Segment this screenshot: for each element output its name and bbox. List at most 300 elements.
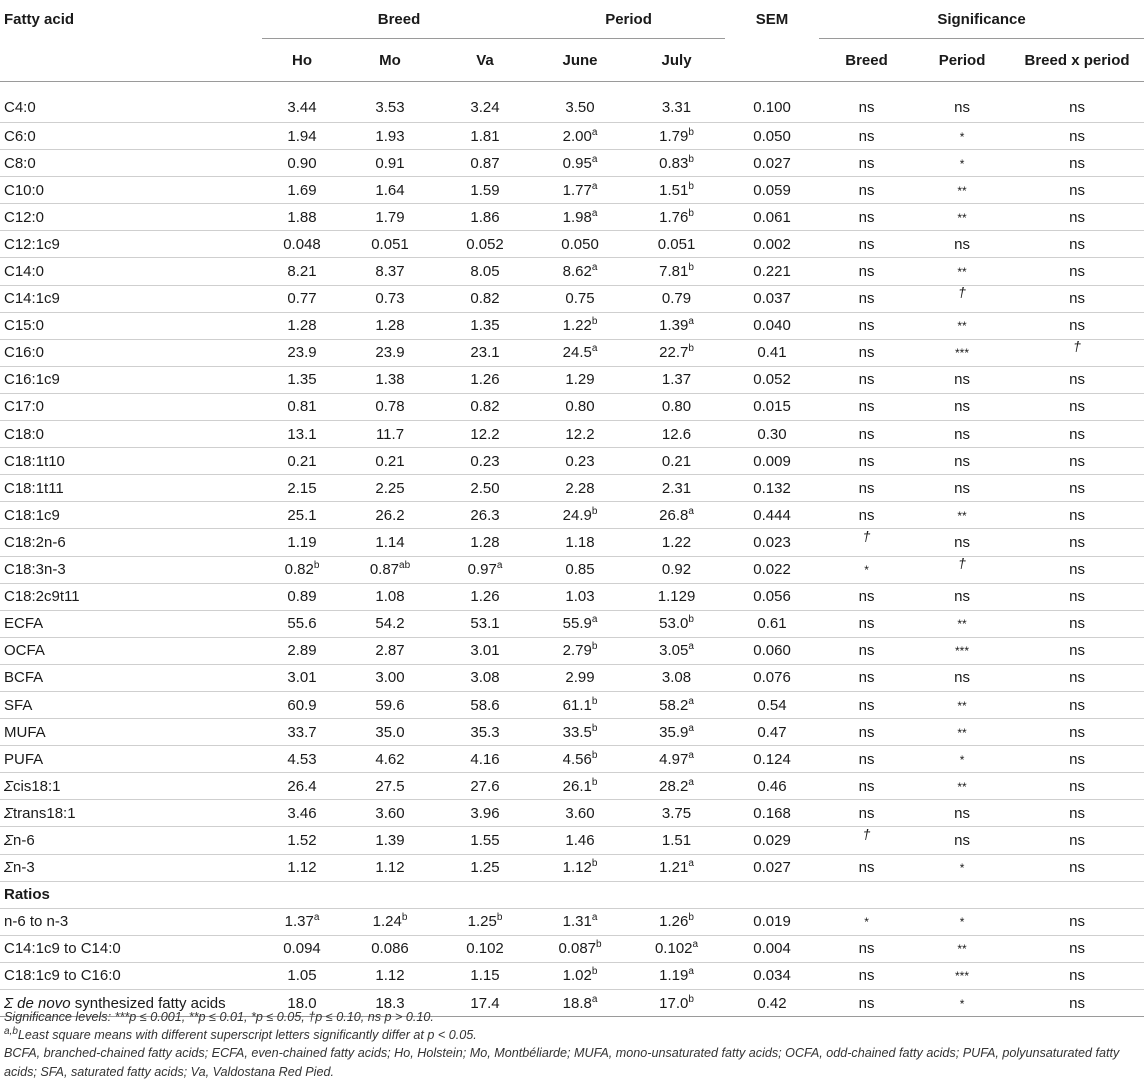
table-cell: [725, 150, 819, 177]
row-label: C4:0: [0, 82, 262, 123]
table-cell: [914, 393, 1010, 420]
significance-value: ns: [858, 398, 875, 416]
table-cell: [438, 231, 532, 258]
table-cell: [914, 421, 1010, 448]
table-cell: [819, 258, 914, 285]
table-cell: [438, 962, 532, 989]
header-sig-breed: Breed: [819, 39, 914, 82]
significance-value: **: [957, 210, 967, 225]
cell-value: 2.00: [562, 127, 592, 145]
significance-value: ns: [1069, 127, 1085, 145]
cell-value: 8.21: [287, 263, 317, 281]
cell-value: 0.47: [757, 723, 787, 741]
cell-superscript: b: [591, 316, 598, 328]
row-label: C18:1t11: [0, 475, 262, 502]
table-cell: [914, 258, 1010, 285]
header-july: July: [628, 39, 725, 82]
table-cell: [262, 150, 342, 177]
significance-value: **: [957, 698, 967, 713]
table-cell: [819, 502, 914, 529]
cell-value: 1.64: [375, 181, 405, 199]
significance-value: ns: [1069, 371, 1085, 389]
cell-value: 28.2: [659, 777, 689, 795]
table-cell: [1010, 339, 1144, 366]
significance-value: ns: [1069, 777, 1085, 795]
cell-value: 3.75: [661, 804, 692, 822]
cell-superscript: a: [688, 695, 694, 707]
table-cell: [819, 583, 914, 610]
cell-value: 27.5: [375, 777, 405, 795]
table-row: [0, 339, 1144, 366]
cell-value: 0.019: [753, 913, 791, 931]
table-cell: [628, 366, 725, 393]
table-cell: [262, 746, 342, 773]
cell-value: 1.26: [470, 588, 500, 606]
significance-value: ns: [1069, 181, 1085, 199]
cell-superscript: a: [688, 505, 694, 517]
table-cell: [342, 150, 438, 177]
table-cell: [725, 231, 819, 258]
table-cell: [532, 664, 628, 691]
cell-value: 17.4: [470, 994, 500, 1012]
table-cell: [819, 637, 914, 664]
cell-value: 0.015: [753, 398, 791, 416]
table-cell: [262, 393, 342, 420]
table-cell: [438, 691, 532, 718]
table-cell: [725, 312, 819, 339]
table-cell: [532, 529, 628, 556]
table-cell: [914, 908, 1010, 935]
table-cell: [1010, 285, 1144, 312]
table-cell: [819, 529, 914, 556]
cell-superscript: a: [591, 912, 598, 924]
table-row: [0, 746, 1144, 773]
table-row: [0, 123, 1144, 150]
cell-superscript: a: [591, 126, 598, 138]
table-cell: [1010, 664, 1144, 691]
table-cell: [438, 854, 532, 881]
table-cell: [819, 962, 914, 989]
table-cell: [342, 475, 438, 502]
table-cell: [532, 258, 628, 285]
cell-value: 26.3: [470, 506, 500, 524]
table-cell: [438, 935, 532, 962]
row-label: C18:1c9: [0, 502, 262, 529]
table-cell: [342, 664, 438, 691]
row-label: C15:0: [0, 312, 262, 339]
row-label: Σcis18:1: [0, 773, 262, 800]
table-cell: [342, 231, 438, 258]
row-label: C6:0: [0, 123, 262, 150]
table-row: [0, 556, 1144, 583]
cell-value: 1.28: [375, 317, 405, 335]
cell-value: 0.79: [661, 290, 692, 308]
table-cell: [532, 827, 628, 854]
row-label: C8:0: [0, 150, 262, 177]
significance-value: **: [957, 508, 967, 523]
significance-value: ns: [858, 235, 875, 253]
header-sig-period: Period: [914, 39, 1010, 82]
table-cell: [262, 827, 342, 854]
row-label: PUFA: [0, 746, 262, 773]
table-cell: [725, 177, 819, 204]
cell-value: 1.25: [467, 913, 497, 931]
table-cell: [725, 475, 819, 502]
significance-value: ns: [1069, 831, 1085, 849]
table-cell: [725, 691, 819, 718]
cell-superscript: a: [591, 343, 598, 355]
significance-value: ns: [858, 127, 875, 145]
table-cell: [262, 583, 342, 610]
table-cell: [914, 366, 1010, 393]
significance-value: ns: [1069, 506, 1085, 524]
cell-superscript: a: [688, 722, 694, 734]
cell-value: 8.62: [562, 263, 592, 281]
table-cell: [725, 935, 819, 962]
cell-value: 0.087: [558, 940, 597, 958]
table-cell: [262, 421, 342, 448]
cell-value: 0.91: [375, 154, 405, 172]
cell-value: 0.040: [753, 317, 791, 335]
cell-superscript: a: [591, 207, 598, 219]
cell-superscript: b: [596, 939, 602, 951]
cell-value: 1.69: [287, 181, 317, 199]
table-cell: [819, 827, 914, 854]
significance-value: **: [957, 942, 967, 957]
table-cell: [438, 366, 532, 393]
table-cell: [262, 637, 342, 664]
cell-value: 2.25: [375, 479, 405, 497]
cell-superscript: b: [688, 153, 694, 165]
table-cell: [628, 800, 725, 827]
table-cell: [1010, 421, 1144, 448]
row-label: C12:1c9: [0, 231, 262, 258]
cell-value: 2.79: [562, 642, 592, 660]
table-cell: [725, 448, 819, 475]
significance-value: ns: [1069, 398, 1085, 416]
cell-value: 1.08: [375, 588, 405, 606]
significance-value: ns: [954, 479, 970, 497]
table-cell: [819, 800, 914, 827]
table-cell: [532, 962, 628, 989]
sigma-symbol: Σ: [4, 804, 13, 822]
table-cell: [1010, 177, 1144, 204]
table-row: [0, 177, 1144, 204]
cell-value: 4.62: [375, 750, 405, 768]
table-cell: [438, 204, 532, 231]
cell-value: 26.2: [375, 506, 405, 524]
cell-value: 13.1: [287, 425, 317, 443]
table-cell: [819, 82, 914, 123]
table-cell: [438, 150, 532, 177]
table-cell: [532, 746, 628, 773]
table-cell: [438, 583, 532, 610]
row-label: C18:2n-6: [0, 529, 262, 556]
cell-superscript: a: [688, 749, 694, 761]
table-cell: [914, 231, 1010, 258]
cell-value: 0.21: [375, 452, 405, 470]
cell-value: 1.28: [470, 533, 500, 551]
table-cell: [438, 800, 532, 827]
table-cell: [1010, 475, 1144, 502]
cell-superscript: a: [688, 316, 694, 328]
cell-superscript: b: [591, 749, 598, 761]
significance-value: ns: [954, 452, 970, 470]
table-cell: [532, 502, 628, 529]
table-row: [0, 475, 1144, 502]
cell-value: 2.31: [661, 479, 692, 497]
table-cell: [628, 150, 725, 177]
table-row: [0, 150, 1144, 177]
table-cell: [342, 746, 438, 773]
header-ho: Ho: [262, 39, 342, 82]
cell-value: 0.061: [753, 208, 791, 226]
table-cell: [262, 908, 342, 935]
table-cell: [628, 854, 725, 881]
significance-value: ***: [955, 969, 970, 984]
cell-superscript: a: [591, 153, 598, 165]
table-cell: [342, 177, 438, 204]
cell-value: 0.050: [561, 235, 599, 253]
table-row: [0, 908, 1144, 935]
cell-superscript: a: [591, 180, 598, 192]
table-cell: [725, 502, 819, 529]
row-label: Σ de novo synthesized fatty acids: [0, 990, 262, 1017]
cell-superscript: a: [591, 993, 598, 1005]
table-cell: [819, 150, 914, 177]
table-cell: [725, 339, 819, 366]
table-cell: [819, 935, 914, 962]
cell-superscript: b: [591, 641, 598, 653]
significance-value: ns: [1069, 940, 1085, 958]
table-cell: [628, 719, 725, 746]
table-cell: [532, 231, 628, 258]
table-row: [0, 583, 1144, 610]
cell-value: 3.01: [470, 642, 500, 660]
cell-superscript: b: [688, 614, 694, 626]
cell-value: 2.28: [565, 479, 595, 497]
row-label: C18:1c9 to C16:0: [0, 962, 262, 989]
cell-value: 1.81: [470, 127, 500, 145]
table-cell: [914, 285, 1010, 312]
significance-value: †: [862, 527, 871, 544]
table-cell: [438, 827, 532, 854]
table-cell: [914, 962, 1010, 989]
cell-value: 1.15: [470, 967, 500, 985]
table-cell: [262, 258, 342, 285]
table-cell: [342, 854, 438, 881]
cell-value: 0.100: [753, 98, 791, 116]
table-cell: [532, 285, 628, 312]
cell-value: 0.21: [661, 452, 692, 470]
table-cell: [914, 664, 1010, 691]
table-cell: [725, 800, 819, 827]
significance-value: †: [958, 555, 966, 572]
cell-value: 1.19: [287, 533, 317, 551]
significance-value: ns: [858, 290, 875, 308]
significance-value: ns: [858, 208, 875, 226]
table-row: [0, 366, 1144, 393]
cell-value: 1.31: [562, 913, 592, 931]
table-cell: [532, 177, 628, 204]
table-cell: [532, 82, 628, 123]
significance-value: ns: [858, 452, 875, 470]
table-cell: [628, 123, 725, 150]
significance-value: ns: [1069, 994, 1085, 1012]
footnote-letters: [4, 1026, 1140, 1044]
table-cell: [914, 746, 1010, 773]
table-cell: [342, 448, 438, 475]
cell-value: 0.54: [757, 696, 787, 714]
table-cell: [725, 637, 819, 664]
row-label: C14:1c9: [0, 285, 262, 312]
table-cell: [1010, 827, 1144, 854]
cell-value: 8.05: [470, 263, 500, 281]
cell-value: 0.022: [753, 561, 791, 579]
significance-value: ns: [1069, 533, 1085, 551]
table-cell: [628, 393, 725, 420]
table-cell: [262, 529, 342, 556]
cell-value: 1.35: [287, 371, 317, 389]
table-cell: [914, 773, 1010, 800]
cell-value: 0.30: [757, 425, 787, 443]
table-cell: [725, 529, 819, 556]
significance-value: *: [959, 861, 965, 876]
table-cell: [914, 502, 1010, 529]
header-sem: SEM: [755, 10, 789, 28]
table-row: [0, 827, 1144, 854]
table-cell: [819, 664, 914, 691]
table-cell: [914, 150, 1010, 177]
table-cell: [342, 719, 438, 746]
significance-value: ns: [858, 479, 875, 497]
cell-superscript: b: [591, 776, 598, 788]
significance-value: **: [957, 779, 967, 794]
table-cell: [819, 556, 914, 583]
significance-value: ns: [954, 533, 970, 551]
significance-value: ns: [858, 859, 875, 877]
table-cell: [819, 908, 914, 935]
cell-value: 2.50: [470, 479, 500, 497]
table-cell: [342, 637, 438, 664]
cell-superscript: b: [688, 180, 694, 192]
significance-value: ns: [1069, 263, 1085, 281]
significance-value: †: [958, 284, 966, 301]
cell-value: 27.6: [470, 777, 500, 795]
cell-value: 0.83: [659, 154, 689, 172]
significance-value: ns: [1069, 561, 1085, 579]
cell-superscript: b: [496, 912, 503, 924]
table-cell: [342, 502, 438, 529]
sigma-symbol: Σ: [4, 777, 13, 795]
cell-value: 3.50: [565, 98, 595, 116]
row-label: Σtrans18:1: [0, 800, 262, 827]
cell-value: 3.24: [470, 98, 500, 116]
significance-value: ns: [1069, 154, 1085, 172]
table-cell: [725, 854, 819, 881]
table-cell: [262, 773, 342, 800]
table-cell: [914, 556, 1010, 583]
row-label: n-6 to n-3: [0, 908, 262, 935]
cell-superscript: b: [688, 993, 694, 1005]
cell-value: 3.00: [375, 669, 405, 687]
table-cell: [342, 204, 438, 231]
table-cell: [262, 285, 342, 312]
cell-value: 0.132: [753, 479, 791, 497]
table-cell: [1010, 854, 1144, 881]
cell-value: 0.004: [753, 940, 791, 958]
cell-superscript: a: [688, 966, 694, 978]
table-cell: [1010, 935, 1144, 962]
table-cell: [725, 123, 819, 150]
cell-superscript: a: [688, 858, 694, 870]
table-row: [0, 393, 1144, 420]
table-cell: [532, 393, 628, 420]
table-cell: [262, 935, 342, 962]
table-cell: [262, 854, 342, 881]
table-cell: [532, 448, 628, 475]
row-label: C18:2c9t11: [0, 583, 262, 610]
sigma-symbol: Σ: [4, 831, 13, 849]
table-cell: [532, 421, 628, 448]
table-cell: [262, 556, 342, 583]
cell-value: 26.8: [659, 506, 689, 524]
table-cell: [438, 529, 532, 556]
cell-value: 1.86: [470, 208, 500, 226]
row-label: Σn-6: [0, 827, 262, 854]
table-cell: [628, 285, 725, 312]
cell-value: 1.03: [565, 588, 595, 606]
cell-superscript: b: [688, 912, 694, 924]
table-cell: [438, 339, 532, 366]
table-row: [0, 610, 1144, 637]
table-row: [0, 962, 1144, 989]
table-cell: [1010, 502, 1144, 529]
row-label: C14:1c9 to C14:0: [0, 935, 262, 962]
table-cell: [628, 583, 725, 610]
table-cell: [914, 827, 1010, 854]
table-cell: [914, 82, 1010, 123]
cell-value: 3.08: [470, 669, 500, 687]
significance-value: ns: [1069, 642, 1085, 660]
table-cell: [438, 448, 532, 475]
table-cell: [628, 231, 725, 258]
table-row: [0, 285, 1144, 312]
significance-value: ns: [858, 994, 875, 1012]
significance-value: ns: [858, 967, 875, 985]
table-cell: [725, 773, 819, 800]
table-cell: [628, 773, 725, 800]
significance-value: ns: [1069, 290, 1085, 308]
table-cell: [342, 691, 438, 718]
cell-value: 1.12: [375, 967, 405, 985]
table-cell: [342, 393, 438, 420]
cell-value: 35.9: [659, 723, 689, 741]
table-cell: [914, 610, 1010, 637]
significance-value: ns: [954, 425, 970, 443]
table-cell: [438, 746, 532, 773]
table-cell: [914, 854, 1010, 881]
significance-value: ns: [858, 425, 875, 443]
significance-value: ns: [858, 804, 875, 822]
significance-value: ns: [858, 940, 875, 958]
cell-superscript: b: [688, 262, 694, 274]
table-cell: [628, 529, 725, 556]
table-cell: [262, 502, 342, 529]
significance-value: ns: [954, 98, 970, 116]
row-label: C18:0: [0, 421, 262, 448]
significance-value: ns: [1069, 804, 1085, 822]
